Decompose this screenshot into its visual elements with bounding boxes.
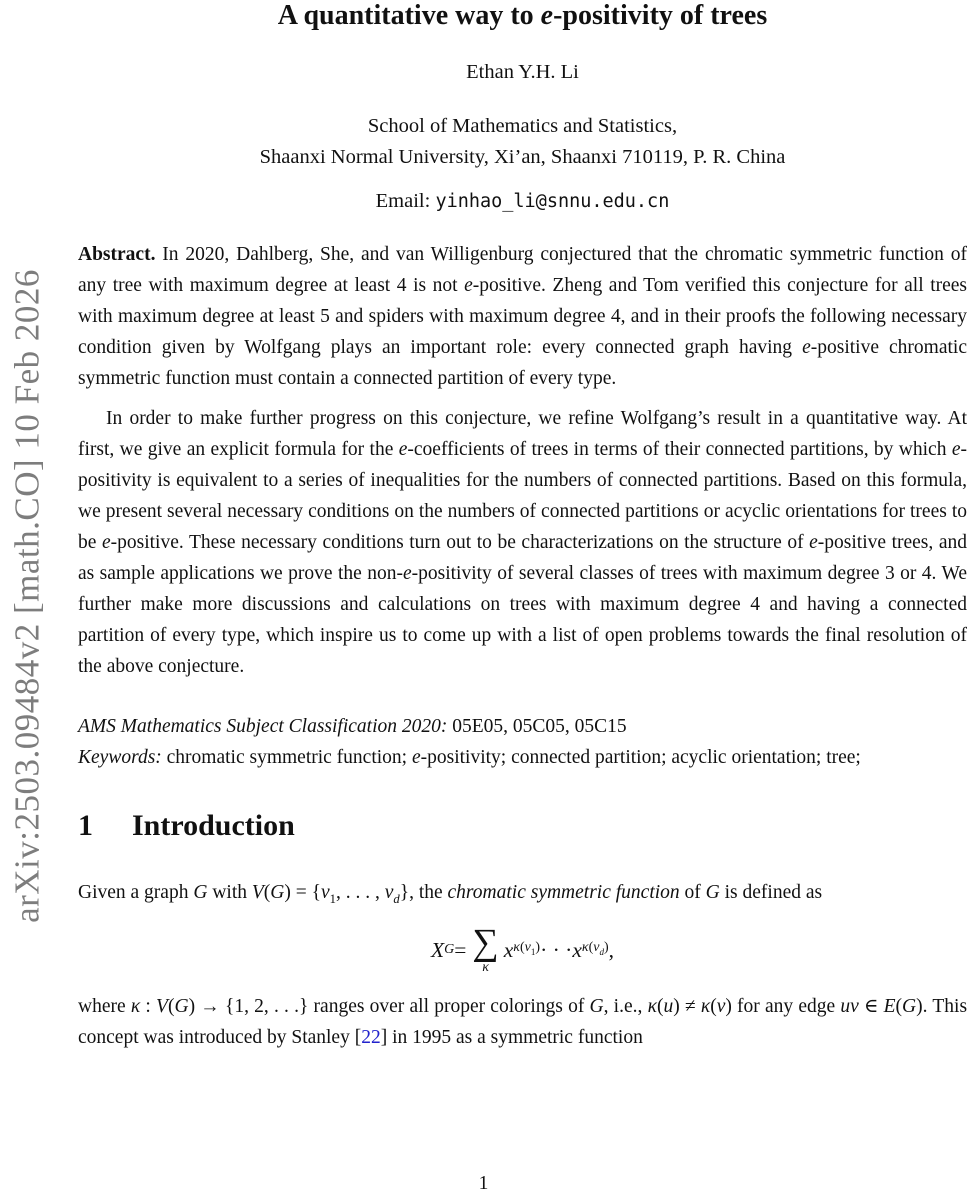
text-segment: x [572, 937, 582, 962]
text-segment: E [883, 996, 896, 1017]
text-segment: ). This concept was introduced by Stanley [ [78, 996, 967, 1048]
text-segment: 1 [329, 891, 336, 906]
text-segment: d [599, 946, 604, 957]
subscript [513, 940, 541, 957]
text-segment: -positivity is equivalent to a series of inequalities for the numbers of connected partitions. Based on this formula, we present several necessary conditions on the numbers of connected partitions or acyclic orientations for trees to be [78, 439, 967, 553]
text-segment: of [679, 882, 706, 903]
text-segment: V [156, 996, 168, 1017]
text-segment: ∈ [858, 996, 884, 1017]
ams-classification-codes: 05E05, 05C05, 05C15 [447, 716, 627, 737]
text-segment: d [393, 891, 400, 906]
affiliation [78, 111, 967, 173]
text-segment: In 2020, Dahlberg, She, and van Willigenburg conjectured that the chromatic symmetric function of any tree with maximum degree at least 4 is not [78, 244, 967, 296]
text-segment: -coefficients of trees in terms of their connected partitions, by which [407, 439, 952, 460]
section-title: Introduction [132, 809, 295, 842]
text-segment: x [503, 937, 514, 962]
text-segment: , . . . , [335, 882, 385, 903]
citation-link-22[interactable]: 22 [361, 1027, 381, 1048]
text-segment: X [430, 937, 445, 962]
text-segment: e [402, 563, 412, 584]
text-segment: ) [603, 940, 609, 956]
text-segment: e [951, 439, 961, 460]
text-segment: κ [130, 996, 141, 1017]
text-segment: · · · [540, 937, 573, 962]
abstract-label: Abstract. [78, 244, 156, 265]
text-segment: v [384, 882, 394, 903]
keywords-list [162, 747, 861, 768]
text-segment: κ [700, 996, 711, 1017]
text-segment: = [454, 937, 467, 962]
text-segment: ) = { [284, 882, 321, 903]
text-segment: -positivity; connected partition; acyclic orientation; tree; [420, 747, 861, 768]
text-segment: ) ≠ [673, 996, 701, 1017]
email-line [78, 186, 967, 217]
text-segment: e [809, 532, 818, 553]
text-segment: -positive trees, and as sample applications we prove the non- [78, 532, 967, 584]
text-segment: e [802, 337, 811, 358]
section-number: 1 [78, 809, 93, 842]
text-segment: -positive. Zheng and Tom verified this conjecture for all trees with maximum degree at least 5 and spiders with maximum degree 4, and in their proofs the following necessary condition given by Wolfgang plays an important role: every connected graph having [78, 275, 967, 358]
abstract-paragraph-1 [78, 239, 967, 394]
text-segment: ( [656, 996, 664, 1017]
classification-keywords-block [78, 711, 967, 773]
text-segment: G [589, 996, 604, 1017]
text-segment: v [716, 996, 726, 1017]
text-segment: -positive. These necessary conditions turn out to be characterizations on the structure of [110, 532, 810, 553]
text-segment: chromatic symmetric function [447, 882, 680, 903]
sigma-symbol: ∑ [472, 921, 499, 963]
text-segment: ] in 1995 as a symmetric function [380, 1027, 643, 1048]
text-segment: v [593, 940, 600, 956]
email-address: yinhao_li@snnu.edu.cn [435, 191, 670, 212]
intro-paragraph-2 [78, 991, 967, 1053]
text-segment: 1 [530, 946, 536, 957]
sum-index: κ [482, 959, 489, 975]
equation-chromatic-symmetric-function [78, 921, 967, 979]
text-segment: : [140, 996, 157, 1017]
text-segment: G [193, 882, 208, 903]
text-segment: V [251, 882, 264, 903]
text-segment: uv [840, 996, 859, 1017]
text-segment: κ [581, 940, 589, 956]
text-segment: ( [710, 996, 717, 1017]
text-segment: G [174, 996, 189, 1017]
text-segment: v [320, 882, 330, 903]
text-segment: ) [535, 940, 541, 956]
text-segment: ( [167, 996, 175, 1017]
paper-title [78, 0, 967, 32]
subscript [581, 940, 609, 957]
affiliation-line-2: Shaanxi Normal University, Xi’an, Shaanxi 710119, P. R. China [259, 146, 786, 168]
text-segment: e [411, 747, 421, 768]
text-segment: ) for any edge [725, 996, 841, 1017]
section-heading-introduction [78, 808, 967, 844]
keywords-label: Keywords: [78, 747, 162, 768]
text-segment: ( [895, 996, 903, 1017]
text-segment: ) → {1, 2, . . .} ranges over all proper colorings of [188, 996, 590, 1017]
text-segment: -positivity of trees [553, 0, 768, 31]
text-segment: e [101, 532, 111, 553]
text-segment: u [663, 996, 674, 1017]
text-segment: -positivity of several classes of trees with maximum degree 3 or 4. We further make more discussions and calculations on trees with maximum degree 4 and having a connected partition of every type, which inspire us to come up with a list of open problems towards the final resolution of the above conjecture. [78, 563, 967, 677]
arxiv-stamp: arXiv:2503.09484v2 [math.CO] 10 Feb 2026 [7, 269, 47, 923]
text-segment: G [270, 882, 285, 903]
text-segment: Given a graph [78, 882, 194, 903]
text-segment: , [608, 937, 615, 962]
sum-operator [472, 921, 499, 975]
text-segment: κ [513, 940, 521, 956]
text-segment: -positive chromatic symmetric function must contain a connected partition of every type. [78, 337, 967, 389]
text-segment: chromatic symmetric function; [161, 747, 412, 768]
text-segment: v [524, 940, 531, 956]
text-segment: G [705, 882, 720, 903]
affiliation-line-1: School of Mathematics and Statistics, [367, 115, 678, 137]
text-segment: G [444, 942, 455, 957]
page-content [78, 0, 967, 1053]
text-segment: κ [647, 996, 657, 1017]
abstract-paragraph-2 [78, 403, 967, 682]
ams-classification-label: AMS Mathematics Subject Classification 2020: [78, 716, 448, 737]
text-segment: , i.e., [603, 996, 648, 1017]
text-segment: ( [588, 940, 594, 956]
text-segment: where [78, 996, 131, 1017]
text-segment: ( [520, 940, 525, 956]
author-name: Ethan Y.H. Li [466, 61, 579, 83]
text-segment: G [902, 996, 917, 1017]
text-segment: A quantitative way to [277, 0, 541, 31]
text-segment: e [398, 439, 408, 460]
text-segment: ( [263, 882, 271, 903]
email-label: Email: [375, 190, 436, 212]
text-segment: In order to make further progress on this conjecture, we refine Wolfgang’s result in a quantitative way. At first, we give an explicit formula for the [78, 408, 967, 460]
text-segment: with [207, 882, 252, 903]
text-segment: }, the [399, 882, 448, 903]
page-number: 1 [478, 1173, 489, 1194]
intro-paragraph-1 [78, 877, 967, 908]
text-segment: e [464, 275, 473, 296]
text-segment: is defined as [719, 882, 823, 903]
text-segment: e [540, 0, 554, 31]
